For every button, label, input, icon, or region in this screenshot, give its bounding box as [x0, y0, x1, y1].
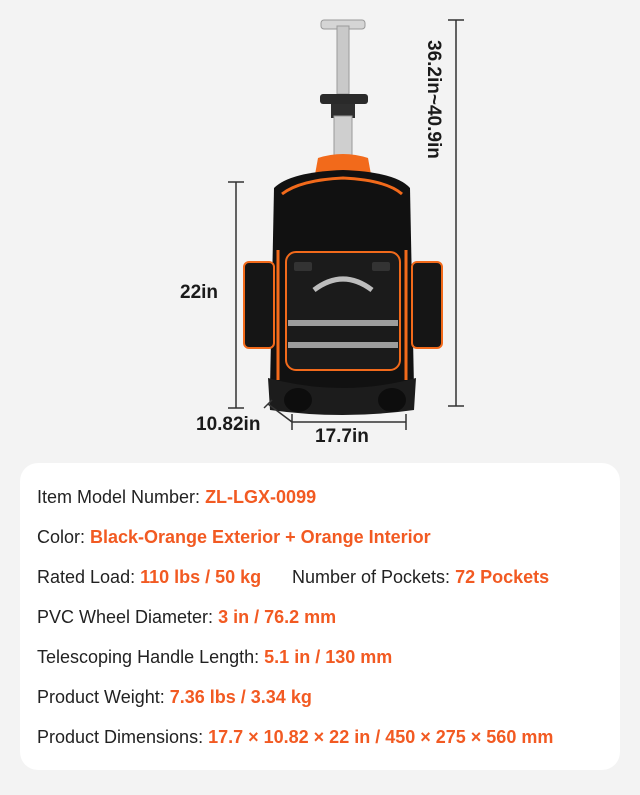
spec-label: Item Model Number: [37, 487, 206, 507]
telescoping-handle [320, 20, 368, 170]
spec-product-dimensions [37, 727, 553, 748]
spec-value: 5.1 in / 130 mm [264, 647, 393, 667]
depth-label: 10.82in [196, 414, 261, 435]
bag-height-label: 22in [180, 282, 219, 303]
spec-value: 72 Pockets [455, 567, 550, 587]
spec-label: Number of Pockets: [292, 567, 456, 587]
spec-value: ZL-LGX-0099 [205, 487, 317, 507]
spec-label: Rated Load: [37, 567, 141, 587]
total-height-label: 36.2in~40.9in [423, 40, 444, 159]
spec-rated-load [37, 567, 261, 588]
spec-value: Black-Orange Exterior + Orange Interior [90, 527, 431, 547]
spec-label: Product Dimensions: [37, 727, 209, 747]
spec-value: 3 in / 76.2 mm [218, 607, 337, 627]
spec-product-weight [37, 687, 312, 708]
width-label: 17.7in [315, 426, 369, 447]
spec-label: Product Weight: [37, 687, 170, 707]
spec-value: 110 lbs / 50 kg [140, 567, 262, 587]
specifications-card [20, 463, 620, 770]
spec-label: Color: [37, 527, 91, 547]
spec-value: 17.7 × 10.82 × 22 in / 450 × 275 × 560 mm [208, 727, 554, 747]
spec-color [37, 527, 431, 548]
spec-number-of-pockets [292, 567, 549, 588]
spec-value: 7.36 lbs / 3.34 kg [169, 687, 312, 707]
bag-body [244, 154, 442, 415]
spec-model-number [37, 487, 316, 508]
spec-label: Telescoping Handle Length: [37, 647, 265, 667]
spec-handle-length [37, 647, 392, 668]
spec-label: PVC Wheel Diameter: [37, 607, 219, 627]
spec-wheel-diameter [37, 607, 336, 628]
